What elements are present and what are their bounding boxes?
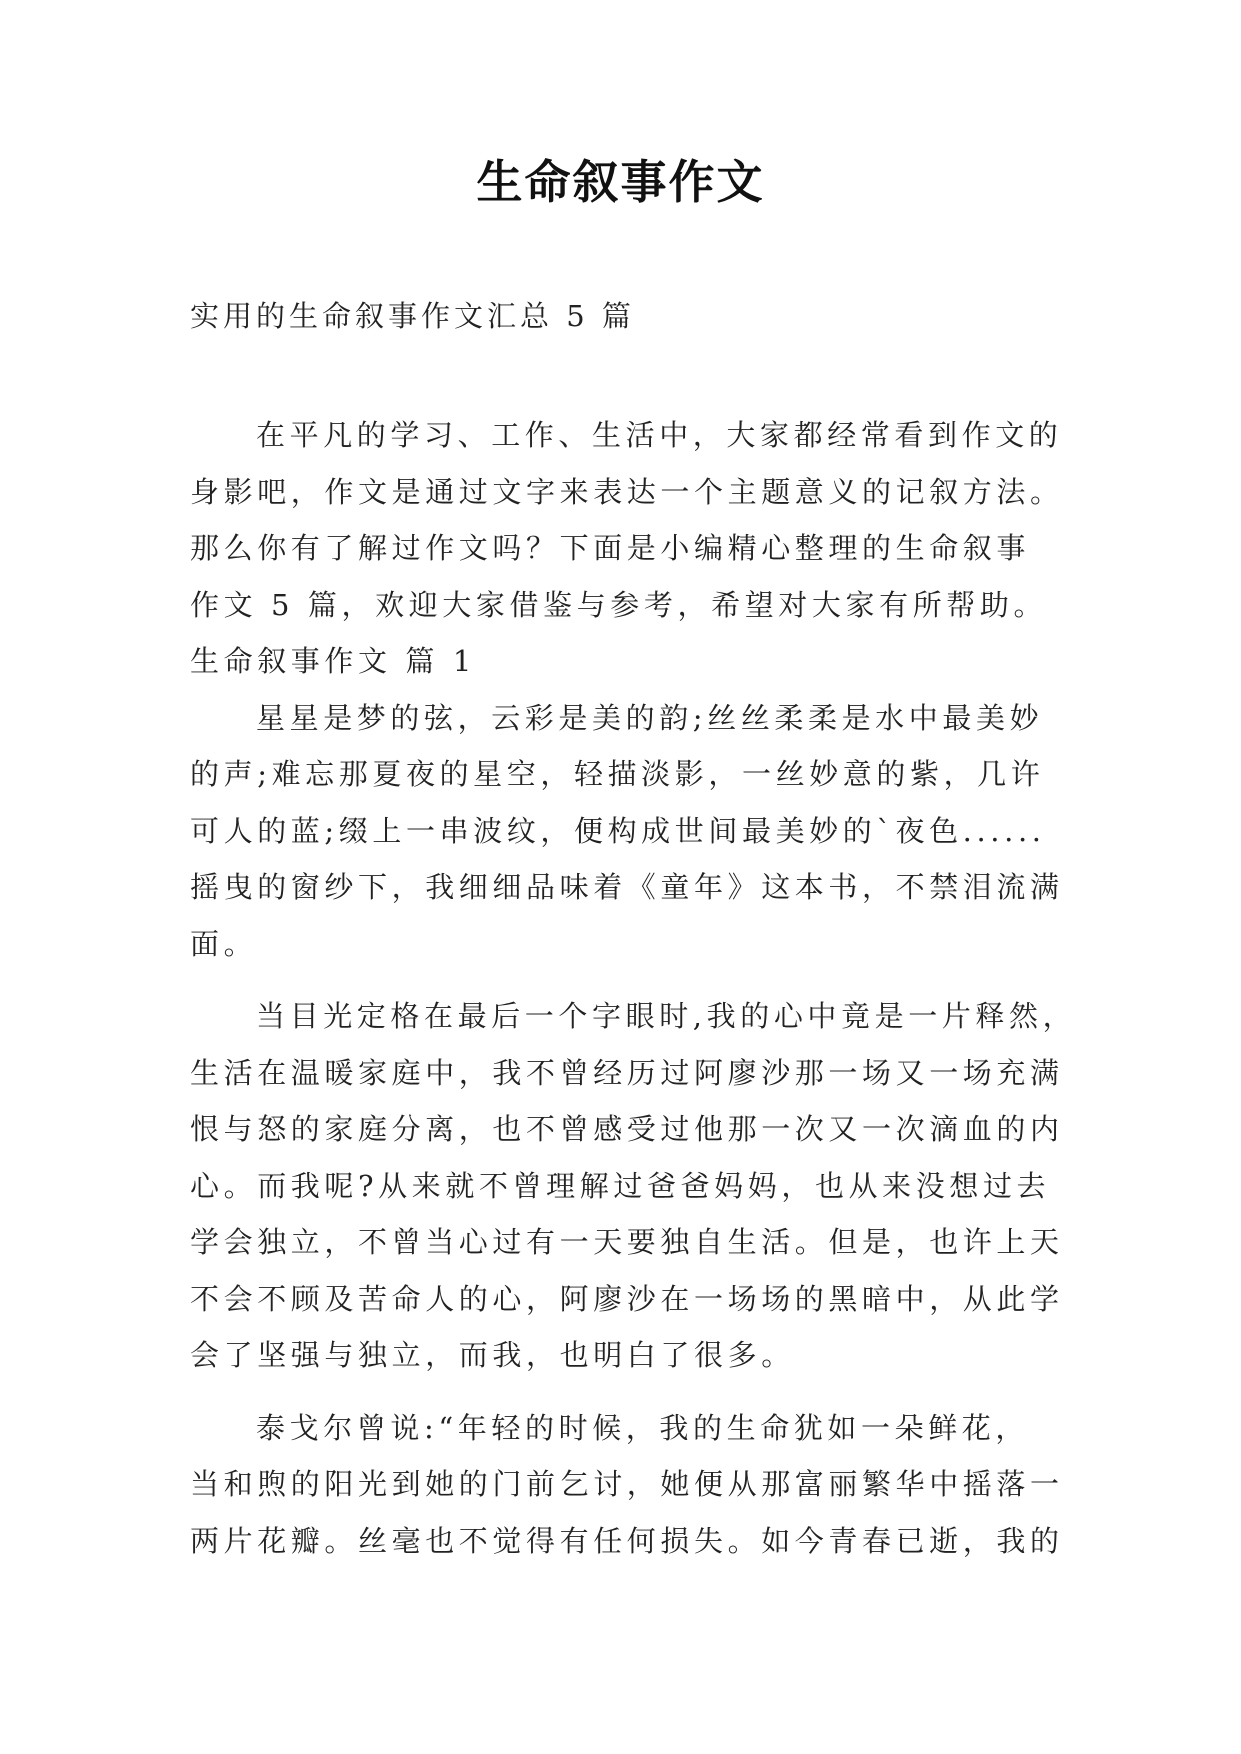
text-line: 当和煦的阳光到她的门前乞讨，她便从那富丽繁华中摇落一 [190,1467,1064,1501]
document-body [190,407,1077,1569]
text-line: 当目光定格在最后一个字眼时,我的心中竟是一片释然， [256,999,1077,1033]
text-line: 那么你有了解过作文吗？下面是小编精心整理的生命叙事 [190,531,1031,565]
text-line: 面。 [190,926,258,961]
text-line: 泰戈尔曾说:“年轻的时候，我的生命犹如一朵鲜花， [256,1410,1029,1445]
text-line: 不会不顾及苦命人的心，阿廖沙在一场场的黑暗中，从此学 [190,1281,1064,1316]
text-line: 生命叙事作文 篇 1 [190,644,476,678]
text-line: 摇曳的窗纱下，我细细品味着《童年》这本书，不禁泪流满 [190,870,1064,904]
text-line: 心。而我呢?从来就不曾理解过爸爸妈妈，也从来没想过去 [190,1168,1051,1203]
text-line: 作文 5 篇，欢迎大家借鉴与参考，希望对大家有所帮助。 [190,587,1048,622]
text-line: 星星是梦的弦，云彩是美的韵;丝丝柔柔是水中最美妙 [256,700,1044,735]
text-line: 两片花瓣。丝毫也不觉得有任何损失。如今青春已逝，我的 [190,1523,1064,1558]
text-line: 生活在温暖家庭中，我不曾经历过阿廖沙那一场又一场充满 [190,1055,1064,1090]
text-line: 身影吧，作文是通过文字来表达一个主题意义的记叙方法。 [190,474,1064,509]
text-line: 可人的蓝;缀上一串波纹，便构成世间最美妙的`夜色...... [190,813,1046,848]
text-line: 恨与怒的家庭分离，也不曾感受过他那一次又一次滴血的内 [190,1112,1064,1146]
text-line: 在平凡的学习、工作、生活中，大家都经常看到作文的 [256,418,1063,452]
text-line: 会了坚强与独立，而我，也明白了很多。 [190,1338,795,1372]
text-line: 的声;难忘那夏夜的星空，轻描淡影，一丝妙意的紫，几许 [190,757,1045,791]
text-line: 学会独立，不曾当心过有一天要独自生活。但是，也许上天 [190,1225,1064,1259]
document-subtitle: 实用的生命叙事作文汇总 5 篇 [190,299,635,333]
document-title: 生命叙事作文 [476,155,765,209]
